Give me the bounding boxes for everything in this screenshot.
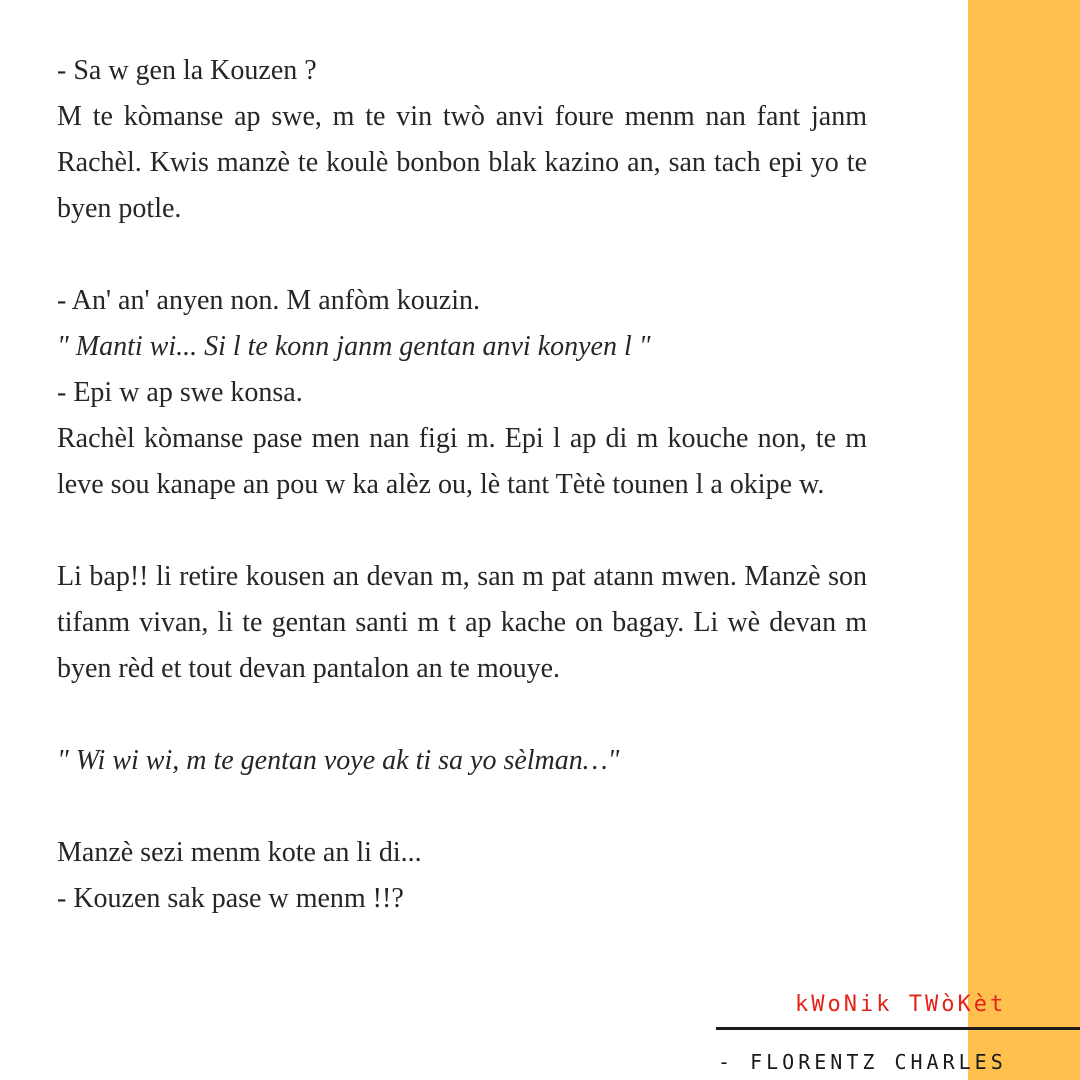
paragraph-gap bbox=[57, 232, 867, 278]
dialogue-line: - Kouzen sak pase w menm !!? bbox=[57, 883, 404, 914]
narration-line: Manzè sezi menm kote an li di... bbox=[57, 837, 422, 868]
accent-side-bar bbox=[968, 0, 1080, 1080]
paragraph-gap bbox=[57, 784, 867, 830]
dialogue-line: - Sa w gen la Kouzen ? bbox=[57, 55, 317, 86]
narration-paragraph: M te kòmanse ap swe, m te vin twò anvi foure menm nan fant janm Rachèl. Kwis manzè te koulè bonbon blak kazino an, san tach epi yo te byen potle. bbox=[57, 101, 867, 224]
inner-thought: " Wi wi wi, m te gentan voye ak ti sa yo sèlman…" bbox=[57, 745, 620, 776]
dialogue-line: - Epi w ap swe konsa. bbox=[57, 377, 303, 408]
dialogue-line: - An' an' anyen non. M anfòm kouzin. bbox=[57, 285, 481, 316]
narration-paragraph: Li bap!! li retire kousen an devan m, san m pat atann mwen. Manzè son tifanm vivan, li te gentan santi m t ap kache on bagay. Li wè devan m byen rèd et tout devan pantalon an te mouye. bbox=[57, 561, 867, 684]
author-credit: - FLORENTZ CHARLES bbox=[718, 1050, 1007, 1074]
series-title: kWoNik TWòKèt bbox=[795, 992, 1007, 1017]
story-text bbox=[57, 48, 867, 922]
paragraph-gap bbox=[57, 508, 867, 554]
inner-thought: " Manti wi... Si l te konn janm gentan anvi konyen l " bbox=[57, 331, 651, 362]
paragraph-gap bbox=[57, 692, 867, 738]
narration-paragraph: Rachèl kòmanse pase men nan figi m. Epi l ap di m kouche non, te m leve sou kanape an pou w ka alèz ou, lè tant Tètè tounen l a okipe w. bbox=[57, 423, 867, 500]
footer-divider bbox=[716, 1027, 1080, 1030]
